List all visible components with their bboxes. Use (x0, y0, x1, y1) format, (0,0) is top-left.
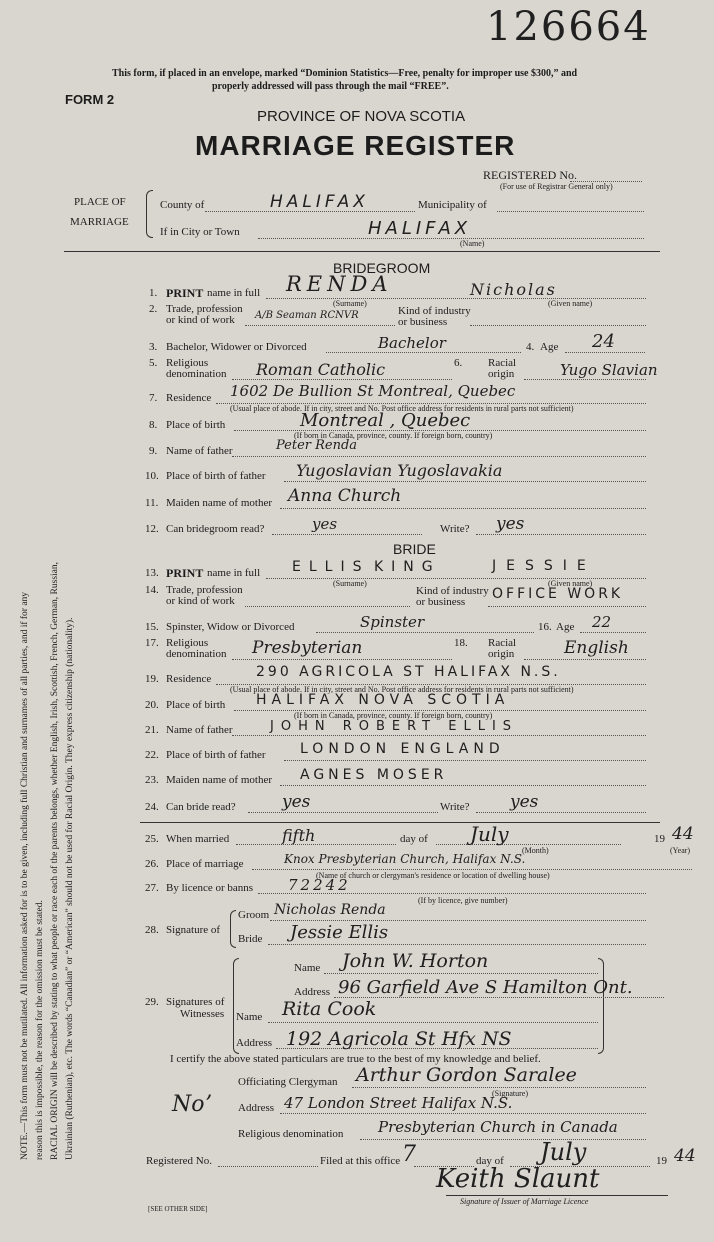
field-14-label-1: Trade, profession (166, 584, 243, 596)
field-26-number: 26. (145, 858, 159, 870)
bride-mother: AGNES MOSER (300, 767, 448, 783)
field-1-number: 1. (149, 287, 158, 299)
filed-day-label: day of (476, 1155, 504, 1167)
groom-write-label: Write? (440, 523, 470, 535)
bride-signature: Jessie Ellis (290, 922, 389, 943)
bride-given-name: JESSIE (492, 558, 596, 574)
groom-racial-origin: Yugo Slavian (560, 361, 658, 379)
registered-no-label: REGISTERED No. (483, 168, 577, 182)
city-name-note: (Name) (460, 239, 485, 248)
field-28-label: Signature of (166, 924, 221, 936)
field-4-number: 4. (526, 341, 535, 353)
field-5-label-2: denomination (166, 368, 227, 380)
field-1-label: name in full (207, 287, 261, 299)
field-16-number: 16. (538, 621, 552, 633)
field-18-number: 18. (454, 637, 468, 649)
groom-can-read: yes (312, 515, 338, 533)
field-8-label: Place of birth (166, 419, 226, 431)
groom-marital-status: Bachelor (378, 334, 446, 352)
side-note-line-1: NOTE.—This form must not be mutilated. All information asked for is to be given, including full Christian and surnames of all parties, and if for any (20, 591, 30, 1160)
bride-father-birthplace: LONDON ENGLAND (300, 741, 505, 757)
field-2-label-2: or kind of work (166, 314, 235, 326)
form-label: FORM 2 (65, 92, 115, 107)
field-4-label: Age (540, 341, 559, 353)
bride-age: 22 (592, 613, 612, 631)
groom-signature-label: Groom (238, 909, 270, 921)
field-17-label-1: Religious (166, 637, 209, 649)
field-25-number: 25. (145, 833, 159, 845)
issuer-signature: Keith Slaunt (436, 1164, 600, 1194)
place-of-label: PLACE OF (74, 196, 126, 208)
bridegroom-heading: BRIDEGROOM (333, 260, 431, 276)
field-21-label: Name of father (166, 724, 233, 736)
bride-can-read: yes (282, 792, 311, 812)
field-15-number: 15. (145, 621, 159, 633)
bride-marital-status: Spinster (360, 613, 425, 631)
bride-religion: Presbyterian (252, 638, 363, 658)
marriage-day-label: day of (400, 833, 428, 845)
county-value: HALIFAX (270, 192, 369, 212)
marriage-year: 44 (672, 824, 694, 844)
field-14-label-2: or kind of work (166, 595, 235, 607)
field-17-number: 17. (145, 637, 159, 649)
witness-2-address: 192 Agricola St Hfx NS (286, 1028, 512, 1050)
field-26-label: Place of marriage (166, 858, 244, 870)
field-23-label: Maiden name of mother (166, 774, 272, 786)
field-3-number: 3. (149, 341, 158, 353)
filed-month: July (540, 1138, 587, 1166)
field-6-label-1: Racial (488, 357, 517, 369)
field-19-label: Residence (166, 673, 212, 685)
envelope-notice-line-1: This form, if placed in an envelope, marked “Dominion Statistics—Free, penalty for improper use $300,” and (112, 68, 578, 79)
side-note-line-3: RACIAL ORIGIN will be described by stating to what people or race each of the parents belongs, whether English, Irish, Scottish, French, German, Russian, (50, 561, 60, 1160)
bride-signature-label: Bride (238, 933, 263, 945)
field-13-number: 13. (145, 567, 159, 579)
municipality-label: Municipality of (418, 199, 487, 211)
field-17-label-2: denomination (166, 648, 227, 660)
field-23-number: 23. (145, 774, 159, 786)
groom-birthplace: Montreal , Quebec (300, 410, 471, 431)
filed-day: 7 (402, 1142, 416, 1167)
clergyman-denomination: Presbyterian Church in Canada (378, 1118, 618, 1136)
field-1-print: PRINT (166, 286, 204, 300)
field-28-number: 28. (145, 924, 159, 936)
groom-father: Peter Renda (276, 438, 358, 453)
field-3-label: Bachelor, Widower or Divorced (166, 341, 307, 353)
groom-residence-note: (Usual place of abode. If in city, street and No. Post office address for residents in rural parts not sufficient) (230, 404, 574, 413)
field-18-label-1: Racial (488, 637, 517, 649)
bride-racial-origin: English (564, 638, 629, 658)
field-22-number: 22. (145, 749, 159, 761)
field-25-label: When married (166, 833, 230, 845)
witness-2-address-label: Address (236, 1037, 273, 1049)
marriage-label: MARRIAGE (70, 216, 129, 228)
bride-write-label: Write? (440, 801, 470, 813)
see-other-side: [SEE OTHER SIDE] (148, 1205, 208, 1213)
bride-industry-label-1: Kind of industry (416, 585, 489, 597)
clergyman-label: Officiating Clergyman (238, 1076, 338, 1088)
groom-given-note: (Given name) (548, 299, 593, 308)
bride-heading: BRIDE (393, 541, 436, 557)
bride-can-write: yes (510, 792, 539, 812)
marriage-month-note: (Month) (522, 846, 549, 855)
field-22-label: Place of birth of father (166, 749, 266, 761)
registrar-note: (For use of Registrar General only) (500, 182, 613, 191)
field-24-label: Can bride read? (166, 801, 236, 813)
field-11-label: Maiden name of mother (166, 497, 272, 509)
issuer-signature-note: Signature of Issuer of Marriage Licence (460, 1197, 589, 1206)
witness-1-name: John W. Horton (342, 950, 489, 972)
field-2-number: 2. (149, 303, 158, 315)
field-7-number: 7. (149, 392, 158, 404)
field-5-label-1: Religious (166, 357, 209, 369)
field-12-label: Can bridegroom read? (166, 523, 265, 535)
field-9-number: 9. (149, 445, 158, 457)
field-9-label: Name of father (166, 445, 233, 457)
side-note (18, 280, 78, 1160)
field-8-number: 8. (149, 419, 158, 431)
field-21-number: 21. (145, 724, 159, 736)
bride-given-note: (Given name) (548, 579, 593, 588)
county-label: County of (160, 199, 205, 211)
field-13-label: name in full (207, 567, 261, 579)
field-6-label-2: origin (488, 368, 515, 380)
field-5-number: 5. (149, 357, 158, 369)
bride-industry-label-2: or business (416, 596, 466, 608)
field-12-number: 12. (145, 523, 159, 535)
bride-father: JOHN ROBERT ELLIS (270, 719, 519, 734)
field-18-label-2: origin (488, 648, 515, 660)
groom-trade: A/B Seaman RCNVR (255, 310, 359, 321)
marriage-day: fifth (282, 826, 316, 845)
province-heading: PROVINCE OF NOVA SCOTIA (257, 108, 466, 125)
marriage-month: July (470, 822, 509, 846)
marriage-place: Knox Presbyterian Church, Halifax N.S. (284, 852, 526, 866)
bride-middle-name: KING (374, 559, 441, 575)
field-10-label: Place of birth of father (166, 470, 266, 482)
bride-birthplace: HALIFAX NOVA SCOTIA (256, 692, 510, 708)
filed-label: Filed at this office (320, 1155, 401, 1167)
bride-surname-note: (Surname) (333, 579, 367, 588)
field-14-number: 14. (145, 584, 159, 596)
groom-industry-label-2: or business (398, 316, 448, 328)
marriage-year-prefix: 19 (654, 833, 665, 845)
filed-year: 44 (674, 1146, 696, 1166)
marriage-place-note: (Name of church or clergyman's residence or location of dwelling house) (316, 871, 550, 880)
field-13-print: PRINT (166, 566, 204, 580)
groom-surname: RENDA (286, 272, 393, 296)
clergyman-signature-note: (Signature) (492, 1089, 528, 1098)
document-title: MARRIAGE REGISTER (195, 130, 516, 161)
groom-given-name: Nicholas (470, 280, 557, 299)
groom-residence: 1602 De Bullion St Montreal, Quebec (230, 382, 516, 400)
field-20-number: 20. (145, 699, 159, 711)
groom-mother: Anna Church (288, 486, 402, 506)
groom-birth-note: (If born in Canada, province, county. If foreign born, country) (294, 431, 493, 440)
licence-note: (If by licence, give number) (418, 896, 508, 905)
bride-birth-note: (If born in Canada, province, county. If foreign born, country) (294, 711, 493, 720)
field-27-label: By licence or banns (166, 882, 254, 894)
field-29-number: 29. (145, 996, 159, 1008)
side-note-line-2: reason this is impossible, the reason for the omission must be stated. (35, 900, 45, 1160)
city-label: If in City or Town (160, 226, 240, 238)
field-29-label-1: Signatures of (166, 996, 225, 1008)
field-15-label: Spinster, Widow or Divorced (166, 621, 295, 633)
groom-can-write: yes (496, 514, 525, 534)
field-10-number: 10. (145, 470, 159, 482)
clergyman-signature: Arthur Gordon Saralee (356, 1064, 577, 1086)
groom-religion: Roman Catholic (256, 360, 386, 379)
groom-signature: Nicholas Renda (274, 902, 386, 918)
marriage-year-note: (Year) (670, 846, 691, 855)
groom-surname-note: (Surname) (333, 299, 367, 308)
clergyman-address: 47 London Street Halifax N.S. (284, 1094, 513, 1112)
bride-surname: ELLIS (292, 559, 370, 575)
bride-industry: OFFICE WORK (492, 586, 624, 602)
witness-2-name-label: Name (236, 1011, 263, 1023)
witness-1-address-label: Address (294, 986, 331, 998)
filed-year-prefix: 19 (656, 1155, 667, 1167)
groom-age: 24 (592, 331, 615, 352)
field-2-label-1: Trade, profession (166, 303, 243, 315)
clergyman-address-label: Address (238, 1102, 275, 1114)
margin-mark: Noʼ (172, 1092, 212, 1117)
field-24-number: 24. (145, 801, 159, 813)
field-27-number: 27. (145, 882, 159, 894)
field-16-label: Age (556, 621, 575, 633)
field-29-label-2: Witnesses (180, 1008, 225, 1020)
licence-number: 72242 (288, 876, 351, 894)
denomination-label: Religious denomination (238, 1128, 344, 1140)
document-number: 126664 (486, 4, 651, 50)
bride-residence-note: (Usual place of abode. If in city, street and No. Post office address for residents in rural parts not sufficient) (230, 685, 574, 694)
field-11-number: 11. (145, 497, 159, 509)
field-7-label: Residence (166, 392, 212, 404)
side-note-line-4: Ukrainian (Ruthenian), etc. The words “Canadian” or “American” should not be used for Racial Origin. They express citizenship (nationality). (65, 617, 75, 1160)
witness-1-name-label: Name (294, 962, 321, 974)
envelope-notice-line-2: properly addressed will pass through the mail “FREE”. (212, 81, 449, 92)
witness-1-address: 96 Garfield Ave S Hamilton Ont. (338, 977, 633, 998)
city-value: HALIFAX (368, 218, 472, 239)
certify-statement: I certify the above stated particulars are true to the best of my knowledge and belief. (170, 1053, 541, 1065)
field-20-label: Place of birth (166, 699, 226, 711)
field-19-number: 19. (145, 673, 159, 685)
bride-residence: 290 AGRICOLA ST HALIFAX N.S. (256, 664, 561, 680)
witness-2-name: Rita Cook (282, 998, 377, 1020)
registered-no-footer-label: Registered No. (146, 1155, 212, 1167)
groom-father-birthplace: Yugoslavian Yugoslavakia (296, 461, 503, 480)
field-6-number: 6. (454, 357, 463, 369)
groom-industry-label-1: Kind of industry (398, 305, 471, 317)
